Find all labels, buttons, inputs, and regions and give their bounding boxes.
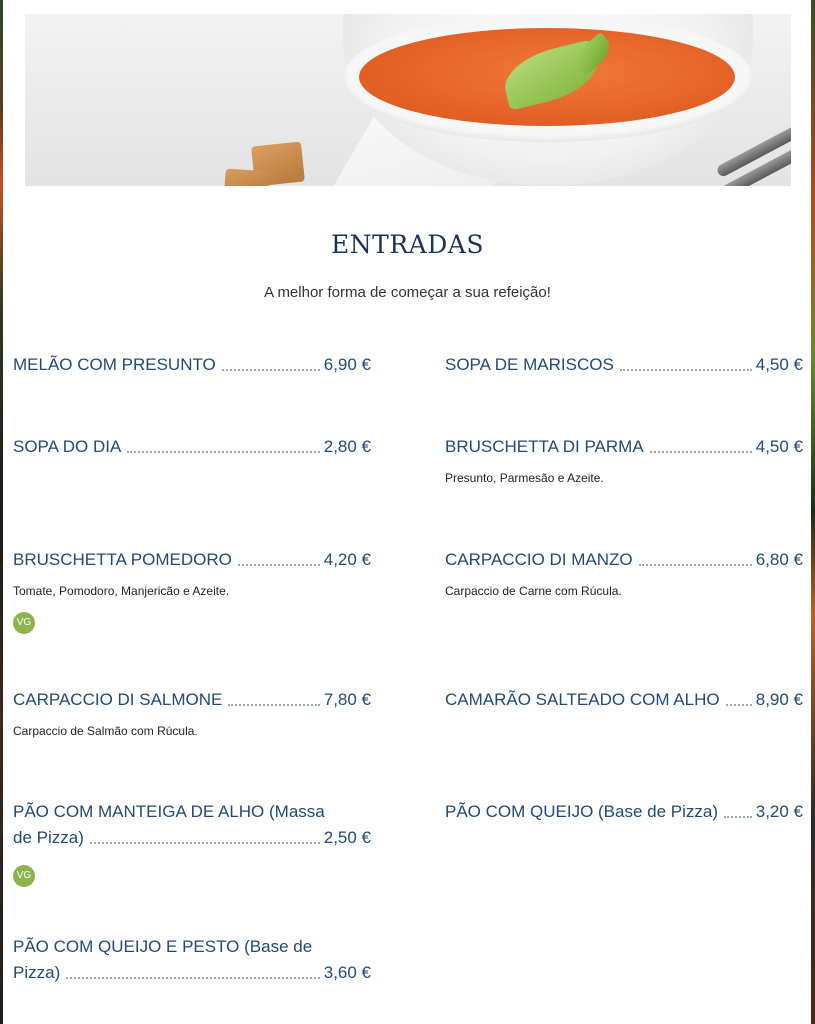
left-edge-decoration — [0, 0, 3, 1024]
item-name-line1: PÃO COM MANTEIGA DE ALHO (Massa — [13, 802, 325, 821]
menu-item[interactable] — [445, 352, 803, 378]
item-name: PÃO COM QUEIJO (Base de Pizza) — [445, 802, 719, 821]
item-name: CAMARÃO SALTEADO COM ALHO — [445, 690, 720, 709]
dot-leader — [724, 816, 752, 818]
vegan-badge-icon: VG — [13, 865, 35, 887]
dot-leader — [90, 842, 320, 844]
item-description: Tomate, Pomodoro, Manjericão e Azeite. — [13, 584, 230, 598]
menu-item[interactable] — [13, 352, 371, 378]
menu-item[interactable] — [445, 547, 803, 598]
item-price: 3,60 € — [323, 963, 371, 982]
right-edge-decoration — [811, 0, 815, 1024]
menu-item[interactable] — [13, 434, 371, 460]
menu-item[interactable] — [13, 547, 371, 634]
item-description: Presunto, Parmesão e Azeite. — [445, 471, 604, 485]
dot-leader — [639, 564, 752, 566]
dot-leader — [66, 977, 320, 979]
item-price: 7,80 € — [323, 690, 371, 709]
item-name-line2: Pizza) — [13, 963, 61, 982]
item-price: 3,20 € — [755, 802, 803, 821]
item-name: SOPA DE MARISCOS — [445, 355, 614, 374]
item-price: 2,80 € — [323, 437, 371, 456]
item-description: Carpaccio de Carne com Rúcula. — [445, 584, 622, 598]
item-name-line1: PÃO COM QUEIJO E PESTO (Base de — [13, 937, 313, 956]
item-name: CARPACCIO DI SALMONE — [13, 690, 223, 709]
item-price: 4,20 € — [323, 550, 371, 569]
dot-leader — [650, 451, 752, 453]
crouton-shape — [224, 168, 269, 186]
item-price: 2,50 € — [323, 828, 371, 847]
item-price: 4,50 € — [755, 355, 803, 374]
item-price: 8,90 € — [755, 690, 803, 709]
item-name: BRUSCHETTA POMEDORO — [13, 550, 232, 569]
dot-leader — [620, 369, 752, 371]
item-name-line2: de Pizza) — [13, 828, 84, 847]
item-name: SOPA DO DIA — [13, 437, 122, 456]
hero-image — [25, 14, 791, 186]
item-name: CARPACCIO DI MANZO — [445, 550, 633, 569]
dot-leader — [222, 369, 320, 371]
dot-leader — [228, 704, 319, 706]
item-description: Carpaccio de Salmão com Rúcula. — [13, 724, 198, 738]
menu-item[interactable] — [445, 687, 803, 713]
dot-leader — [127, 451, 319, 453]
menu-item[interactable] — [445, 434, 803, 485]
menu-item[interactable] — [13, 687, 371, 738]
section-title: ENTRADAS — [331, 230, 484, 259]
item-price: 6,90 € — [323, 355, 371, 374]
vegan-badge-icon: VG — [13, 612, 35, 634]
item-price: 6,80 € — [755, 550, 803, 569]
menu-item[interactable] — [13, 799, 371, 887]
item-name: BRUSCHETTA DI PARMA — [445, 437, 644, 456]
item-name: MELÃO COM PRESUNTO — [13, 355, 216, 374]
dot-leader — [238, 564, 320, 566]
dot-leader — [726, 704, 752, 706]
menu-item[interactable] — [445, 799, 803, 825]
item-price: 4,50 € — [755, 437, 803, 456]
section-subtitle: A melhor forma de começar a sua refeição! — [264, 284, 551, 301]
menu-item[interactable] — [13, 934, 371, 986]
